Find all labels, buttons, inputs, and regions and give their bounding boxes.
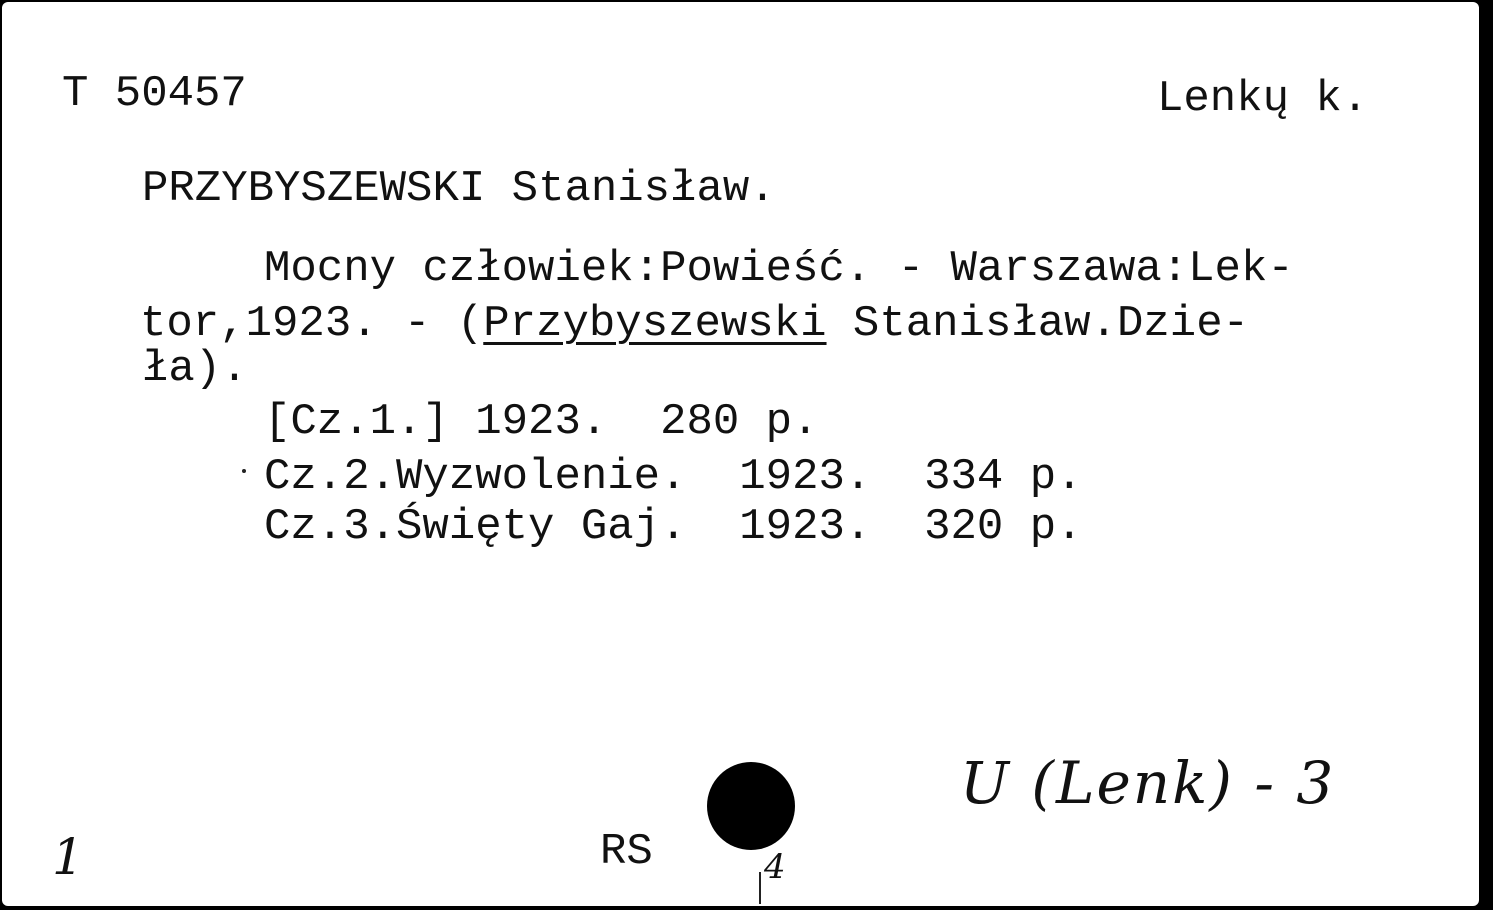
title-line-3: ła). [142,344,248,394]
punch-hole [707,762,795,850]
title-line-1: Mocny człowiek:Powieść. - Warszawa:Lek- [264,244,1294,294]
volume-entry: [Cz.1.] 1923. 280 p. [264,397,819,447]
tick-mark [759,872,761,904]
call-number: T 50457 [62,69,247,119]
title-line-2-start: tor,1923. - ( [140,299,484,349]
title-line-2-end: Stanisław.Dzie- [826,299,1249,349]
handwritten-letter-mark: 4 [764,847,786,887]
volume-entry: Cz.2.Wyzwolenie. 1923. 334 p. [264,452,1083,502]
handwritten-location-note: U (Lenk) - 3 [960,749,1336,817]
collection-label: Lenkų k. [1157,74,1369,124]
handwritten-card-number: 1 [52,828,84,886]
series-author-underlined: Przybyszewski [483,299,827,349]
rs-stamp: RS [600,827,653,877]
title-line-2 [140,299,1249,349]
volume-entry: Cz.3.Święty Gaj. 1923. 320 p. [264,502,1083,552]
margin-dot [242,469,246,473]
catalog-card [2,2,1479,906]
author-heading: PRZYBYSZEWSKI Stanisław. [142,164,776,214]
